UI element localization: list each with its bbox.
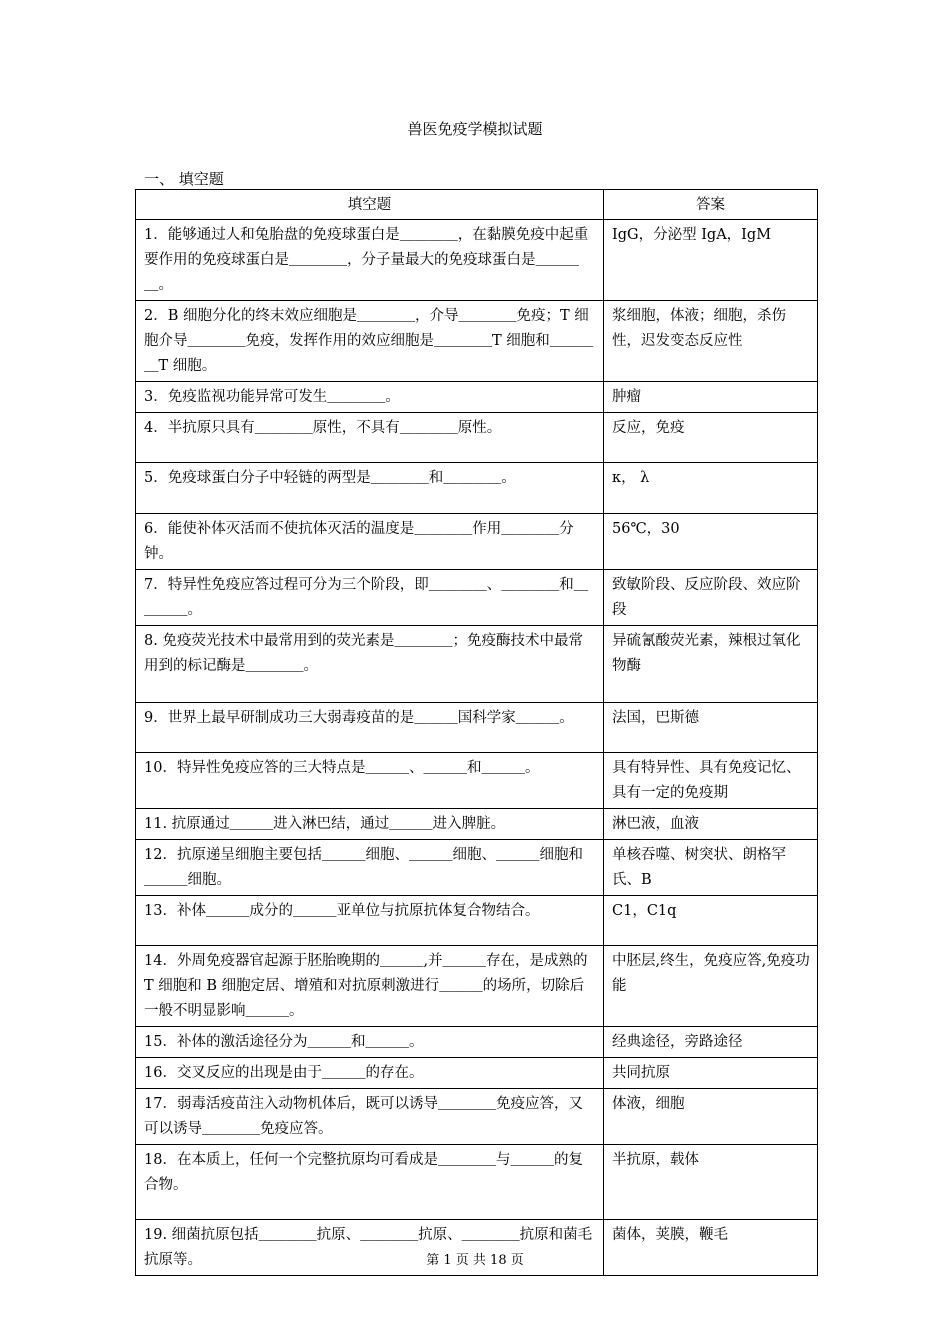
question-cell: 9．世界上最早研制成功三大弱毒疫苗的是＿＿＿国科学家＿＿＿。 bbox=[136, 703, 604, 753]
question-cell: 10．特异性免疫应答的三大特点是＿＿＿、＿＿＿和＿＿＿。 bbox=[136, 753, 604, 809]
table-header-row bbox=[136, 190, 818, 220]
table-row bbox=[136, 809, 818, 840]
table-body bbox=[136, 220, 818, 1276]
page-footer: 第 1 页 共 18 页 bbox=[426, 1253, 524, 1268]
answer-cell: 体液，细胞 bbox=[604, 1089, 818, 1145]
section-heading: 一、 填空题 bbox=[144, 170, 224, 188]
question-column-header: 填空题 bbox=[136, 190, 604, 220]
answer-cell: 56℃，30 bbox=[604, 514, 818, 570]
answer-cell: 半抗原，载体 bbox=[604, 1145, 818, 1220]
table-row bbox=[136, 753, 818, 809]
table-row bbox=[136, 896, 818, 946]
answer-cell: 单核吞噬、树突状、朗格罕氏、B bbox=[604, 840, 818, 896]
question-cell: 5．免疫球蛋白分子中轻链的两型是＿＿＿＿和＿＿＿＿。 bbox=[136, 463, 604, 514]
answer-cell: 法国，巴斯德 bbox=[604, 703, 818, 753]
table-row bbox=[136, 626, 818, 703]
question-cell: 17．弱毒活疫苗注入动物机体后，既可以诱导＿＿＿＿免疫应答，又可以诱导＿＿＿＿免疫应答。 bbox=[136, 1089, 604, 1145]
table-row bbox=[136, 1058, 818, 1089]
table-row bbox=[136, 840, 818, 896]
question-cell: 12．抗原递呈细胞主要包括＿＿＿细胞、＿＿＿细胞、＿＿＿细胞和＿＿＿细胞。 bbox=[136, 840, 604, 896]
question-cell: 19. 细菌抗原包括＿＿＿＿抗原、＿＿＿＿抗原、＿＿＿＿抗原和菌毛抗原等。 bbox=[136, 1220, 604, 1276]
answer-cell: IgG，分泌型 IgA，IgM bbox=[604, 220, 818, 301]
answer-cell: 菌体，荚膜，鞭毛 bbox=[604, 1220, 818, 1276]
answer-cell: 浆细胞，体液；细胞，杀伤性，迟发变态反应性 bbox=[604, 301, 818, 382]
question-cell: 1．能够通过人和兔胎盘的免疫球蛋白是＿＿＿＿，在黏膜免疫中起重要作用的免疫球蛋白是＿＿＿＿，分子量最大的免疫球蛋白是＿＿＿＿。 bbox=[136, 220, 604, 301]
answer-cell: 肿瘤 bbox=[604, 382, 818, 413]
question-cell: 2．B 细胞分化的终末效应细胞是＿＿＿＿，介导＿＿＿＿免疫；T 细胞介导＿＿＿＿免疫，发挥作用的效应细胞是＿＿＿＿T 细胞和＿＿＿＿T 细胞。 bbox=[136, 301, 604, 382]
question-cell: 6．能使补体灭活而不使抗体灭活的温度是＿＿＿＿作用＿＿＿＿分钟。 bbox=[136, 514, 604, 570]
table-row bbox=[136, 301, 818, 382]
answer-cell: 致敏阶段、反应阶段、效应阶段 bbox=[604, 570, 818, 626]
table-row bbox=[136, 946, 818, 1027]
table-row bbox=[136, 1089, 818, 1145]
answer-cell: 异硫氰酸荧光素，辣根过氧化物酶 bbox=[604, 626, 818, 703]
question-cell: 8. 免疫荧光技术中最常用到的荧光素是＿＿＿＿；免疫酶技术中最常用到的标记酶是＿＿＿＿。 bbox=[136, 626, 604, 703]
question-cell: 18．在本质上，任何一个完整抗原均可看成是＿＿＿＿与＿＿＿的复合物。 bbox=[136, 1145, 604, 1220]
answer-cell: 淋巴液，血液 bbox=[604, 809, 818, 840]
question-cell: 13．补体＿＿＿成分的＿＿＿亚单位与抗原抗体复合物结合。 bbox=[136, 896, 604, 946]
answer-cell: C1，C1q bbox=[604, 896, 818, 946]
question-cell: 11. 抗原通过＿＿＿进入淋巴结，通过＿＿＿进入脾脏。 bbox=[136, 809, 604, 840]
table-row bbox=[136, 703, 818, 753]
question-cell: 15．补体的激活途径分为＿＿＿和＿＿＿。 bbox=[136, 1027, 604, 1058]
question-cell: 3．免疫监视功能异常可发生＿＿＿＿。 bbox=[136, 382, 604, 413]
answer-cell: 反应，免疫 bbox=[604, 413, 818, 463]
table-row bbox=[136, 382, 818, 413]
table-row bbox=[136, 413, 818, 463]
answer-cell: 共同抗原 bbox=[604, 1058, 818, 1089]
table-row bbox=[136, 220, 818, 301]
table-row bbox=[136, 463, 818, 514]
question-cell: 4．半抗原只具有＿＿＿＿原性，不具有＿＿＿＿原性。 bbox=[136, 413, 604, 463]
question-cell: 14．外周免疫器官起源于胚胎晚期的＿＿＿,并＿＿＿存在，是成熟的 T 细胞和 B 细胞定居、增殖和对抗原刺激进行＿＿＿的场所，切除后一般不明显影响＿＿＿。 bbox=[136, 946, 604, 1027]
answer-cell: 经典途径，旁路途径 bbox=[604, 1027, 818, 1058]
table-row bbox=[136, 570, 818, 626]
table-row bbox=[136, 514, 818, 570]
table-row bbox=[136, 1027, 818, 1058]
answer-cell: κ， λ bbox=[604, 463, 818, 514]
fill-in-blank-table bbox=[135, 189, 818, 1276]
question-cell: 7．特异性免疫应答过程可分为三个阶段，即＿＿＿＿、＿＿＿＿和＿＿＿＿。 bbox=[136, 570, 604, 626]
question-cell: 16．交叉反应的出现是由于＿＿＿的存在。 bbox=[136, 1058, 604, 1089]
answer-cell: 中胚层,终生，免疫应答,免疫功能 bbox=[604, 946, 818, 1027]
table-row bbox=[136, 1145, 818, 1220]
page-title: 兽医免疫学模拟试题 bbox=[407, 120, 543, 138]
answer-column-header: 答案 bbox=[604, 190, 818, 220]
answer-cell: 具有特异性、具有免疫记忆、具有一定的免疫期 bbox=[604, 753, 818, 809]
